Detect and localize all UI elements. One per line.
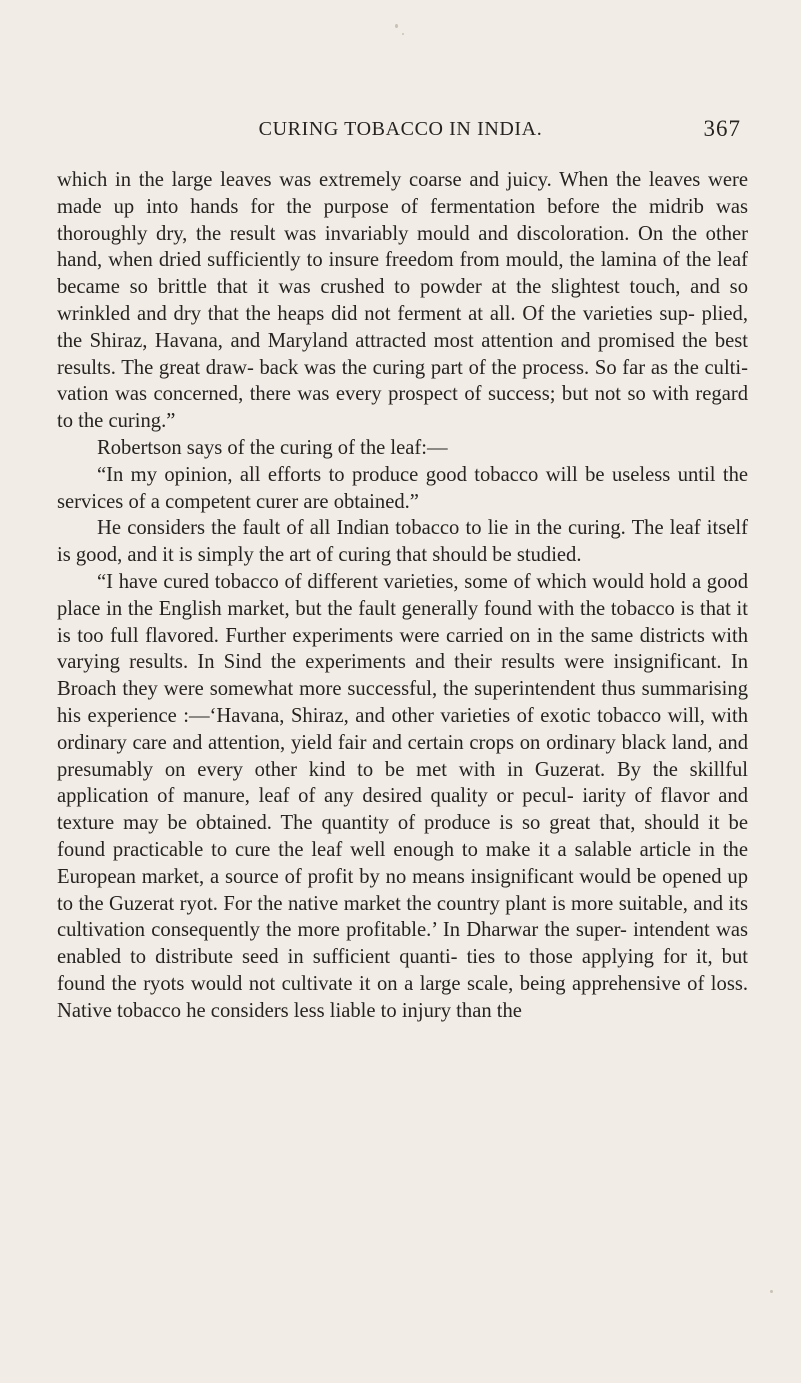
page-number: 367: [703, 116, 741, 141]
running-title: CURING TOBACCO IN INDIA.: [258, 118, 543, 140]
running-header: [60, 116, 741, 146]
paragraph-continued: which in the large leaves was extremely coarse and juicy. When the leaves were made up into hands for the purpose of fermentation before the midrib was thoroughly dry, the result was invariably mould and discoloration. On the other hand, when dried sufficiently to insure freedom from mould, the lamina of the leaf became so brittle that it was crushed to powder at the slightest touch, and so wrinkled and dry that the heaps did not ferment at all. Of the varieties sup- plied, the Shiraz, Havana, and Maryland attracted most attention and promised the best results. The great draw- back was the curing part of the process. So far as the culti- vation was concerned, there was every prospect of success; but not so with regard to the curing.”: [57, 169, 748, 433]
body-text: [57, 167, 748, 1025]
paper-speck: [395, 24, 398, 28]
paragraph: Robertson says of the curing of the leaf:—: [97, 436, 448, 459]
paragraph: He considers the fault of all Indian tobacco to lie in the curing. The leaf itself is good, and it is simply the art of curing that should be studied.: [57, 517, 748, 567]
paper-speck: [770, 1290, 773, 1293]
quoted-paragraph: “I have cured tobacco of different varieties, some of which would hold a good place in the English market, but the fault generally found with the tobacco is that it is too full flavored. Further experiments were carried on in the same districts with varying results. In Sind the experiments and their results were insignificant. In Broach they were somewhat more successful, the superintendent thus summarising his experience :—‘Havana, Shiraz, and other varieties of exotic tobacco will, with ordinary care and attention, yield fair and certain crops on ordinary black land, and presumably on every other kind to be met with in Guzerat. By the skillful application of manure, leaf of any desired quality or pecul- iarity of flavor and texture may be obtained. The quantity of produce is so great that, should it be found practicable to cure the leaf well enough to make it a salable article in the European market, a source of profit by no means insignificant would be opened up to the Guzerat ryot. For the native market the country plant is more suitable, and its cultivation consequently the more profitable.’ In Dharwar the super- intendent was enabled to distribute seed in sufficient quanti- ties to those applying for it, but found the ryots would not cultivate it on a large scale, being apprehensive of loss. Native tobacco he considers less liable to injury than the: [57, 570, 748, 1022]
quoted-paragraph: “In my opinion, all efforts to produce good tobacco will be useless until the services of a competent curer are obtained.”: [57, 463, 748, 513]
paper-speck: [402, 33, 404, 35]
